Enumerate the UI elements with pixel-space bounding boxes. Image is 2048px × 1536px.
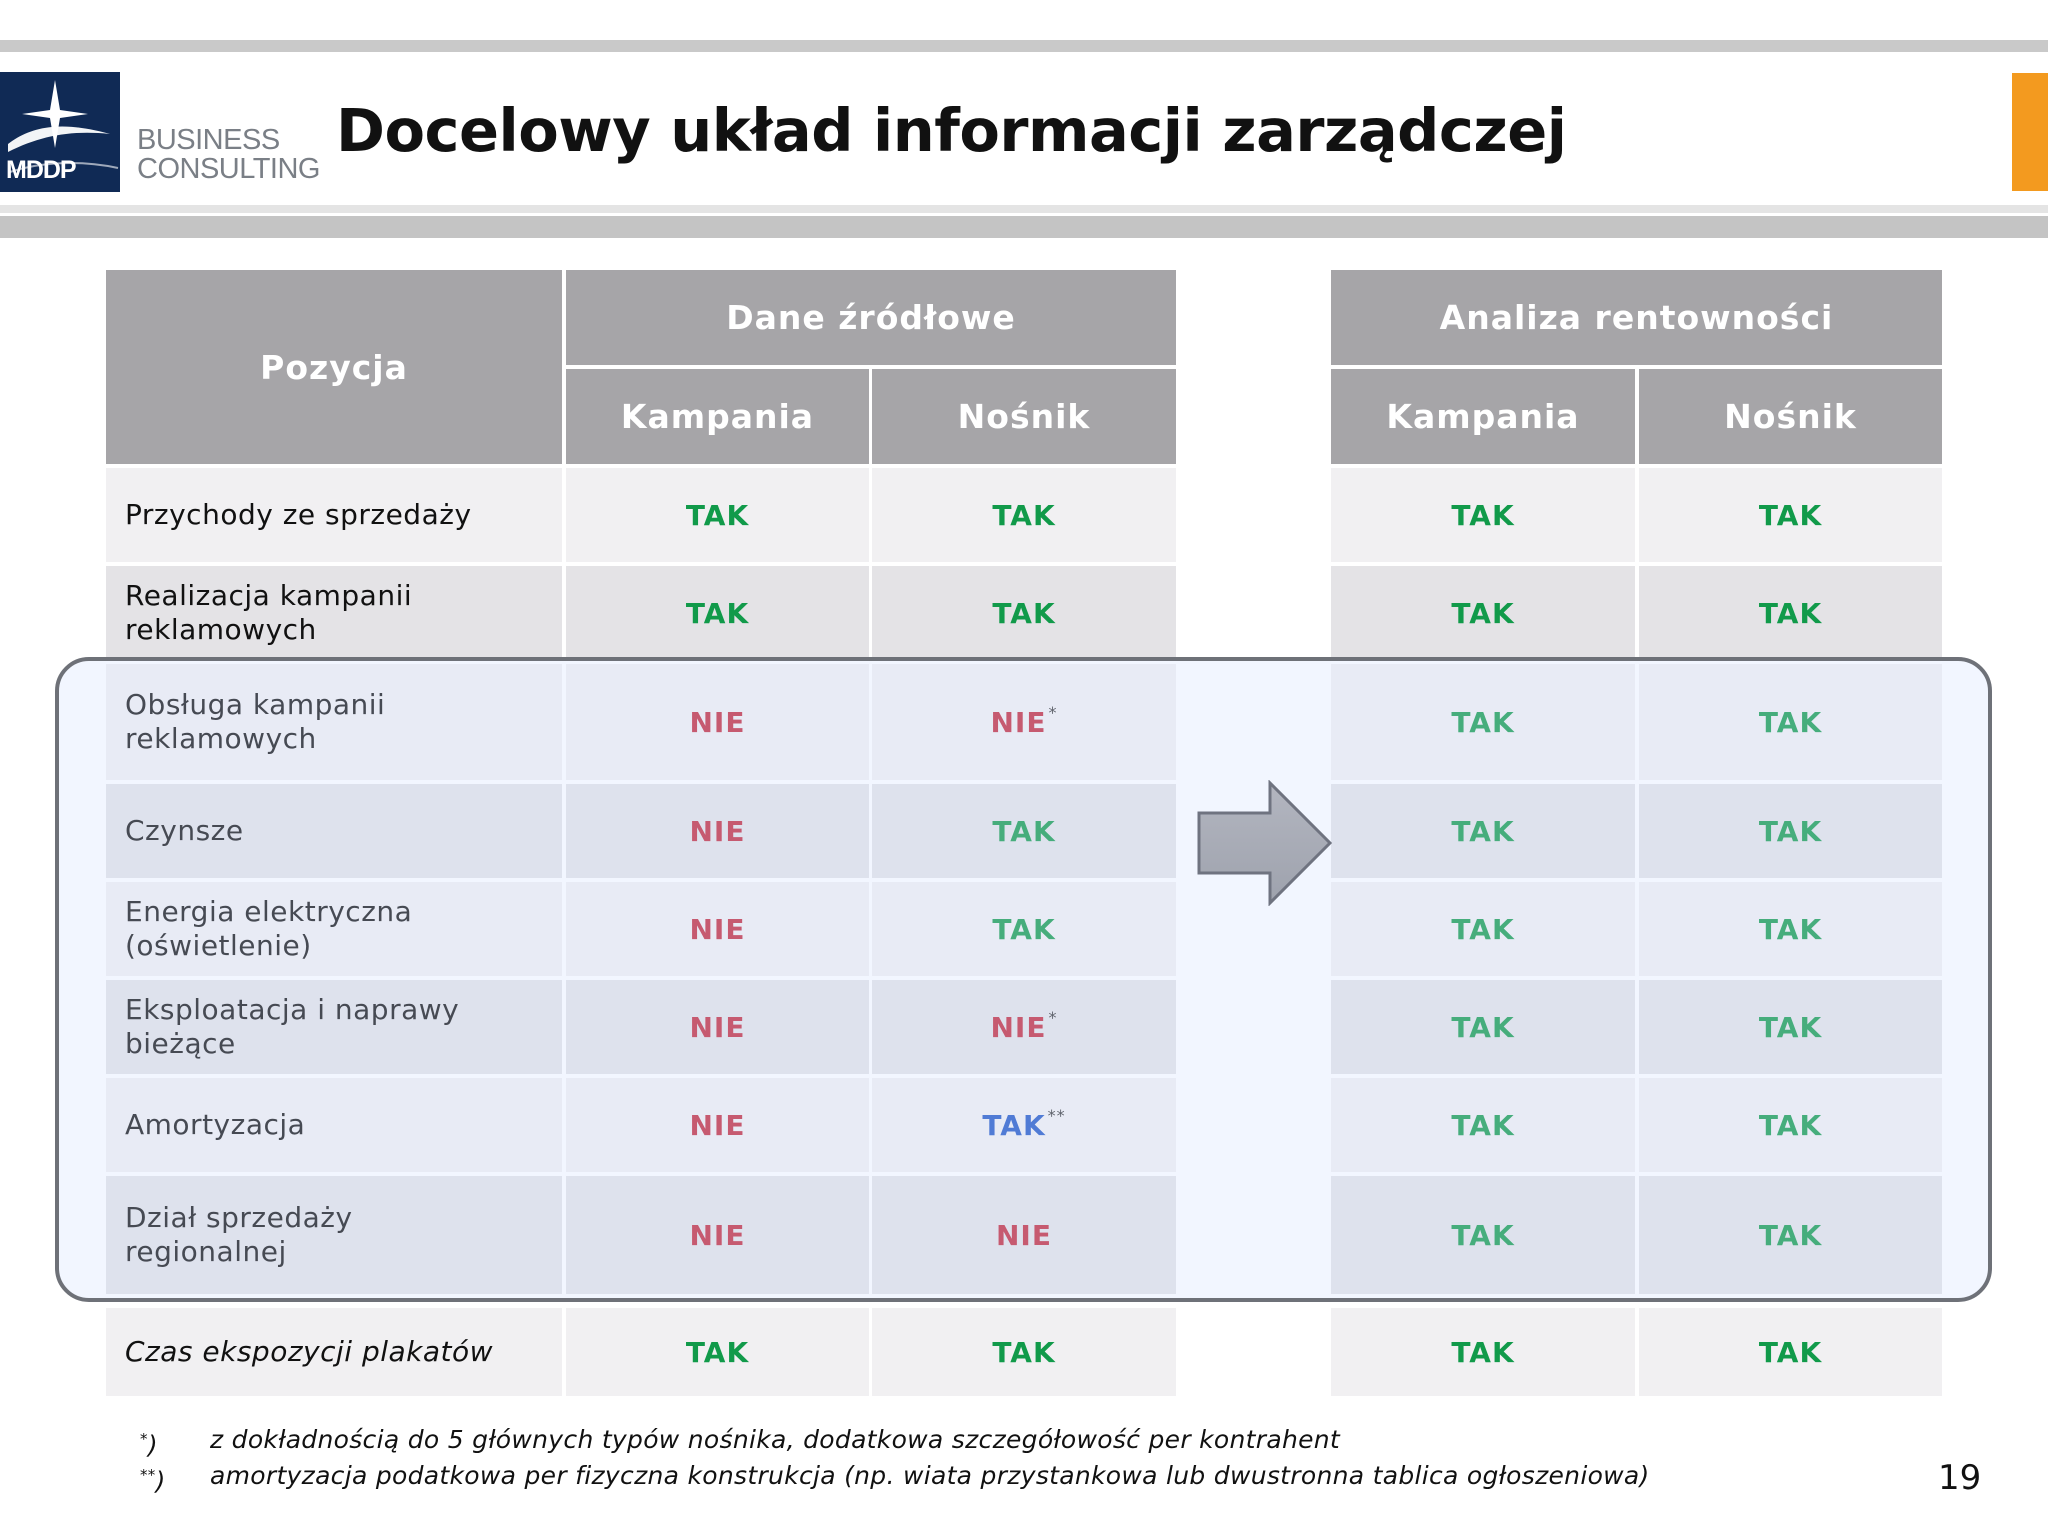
cell-value: TAK: [1758, 1108, 1823, 1142]
cell-value: TAK: [992, 596, 1056, 630]
cell-source-kampania: [566, 566, 869, 660]
right-arrow-icon: [1196, 780, 1334, 906]
row-label-text: Dział sprzedaży regionalnej: [125, 1201, 353, 1268]
row-label-text: Czas ekspozycji plakatów: [125, 1335, 494, 1368]
subheader-source-nosnik: Nośnik: [872, 369, 1176, 464]
cell-source-kampania: [566, 1308, 869, 1396]
cell-value: TAK: [1758, 912, 1823, 946]
cell-source-nosnik: [872, 566, 1176, 660]
cell-value: TAK: [1758, 1335, 1823, 1369]
cell-value: NIE: [689, 1108, 746, 1142]
header-analiza-rentownosci: Analiza rentowności: [1331, 270, 1942, 365]
cell-value: NIE: [689, 814, 746, 848]
logo-brand: MDDP: [6, 156, 76, 184]
cell-source-nosnik: [872, 1308, 1176, 1396]
row-label-text: Przychody ze sprzedaży: [125, 498, 472, 531]
logo: [0, 72, 120, 192]
cell-value: NIE: [996, 1218, 1052, 1252]
row-label: [106, 566, 562, 660]
footnote-2: [140, 1460, 1650, 1496]
row-label-text: Obsługa kampanii reklamowych: [125, 688, 386, 755]
footnote-mark: *): [140, 1430, 158, 1460]
cell-value: TAK: [1758, 596, 1823, 630]
cell-value: NIE: [689, 1010, 746, 1044]
cell-analysis-kampania: [1331, 1308, 1635, 1396]
cell-value: TAK: [1451, 596, 1515, 630]
cell-analysis-kampania: [1331, 566, 1635, 660]
cell-source-kampania: [566, 468, 869, 562]
cell-value: TAK: [1758, 1218, 1823, 1252]
logo-line-business: BUSINESS: [137, 124, 280, 156]
top-divider-bar: [0, 40, 2048, 52]
header-divider-light: [0, 205, 2048, 213]
footnote-text: z dokładnością do 5 głównych typów nośnika, dodatkowa szczegółowość per kontrahent: [210, 1425, 1341, 1454]
footnote-text: amortyzacja podatkowa per fizyczna konstrukcja (np. wiata przystankowa lub dwustronna tablica ogłoszeniowa): [210, 1461, 1650, 1491]
cell-value: TAK: [1451, 814, 1515, 848]
cell-value: NIE: [990, 705, 1047, 739]
cell-value: TAK: [992, 1335, 1056, 1369]
cell-value: NIE: [689, 1218, 746, 1252]
cell-value: TAK: [685, 1335, 750, 1369]
header-divider-dark: [0, 216, 2048, 238]
cell-value: NIE: [689, 912, 746, 946]
header-pozycja: Pozycja: [106, 270, 562, 464]
row-label-text: Czynsze: [125, 814, 244, 847]
row-label-text: Realizacja kampanii reklamowych: [125, 579, 413, 646]
orange-accent-bar: [2012, 73, 2048, 191]
page-number: 19: [1938, 1458, 1982, 1498]
cell-value: TAK: [1758, 498, 1823, 532]
cell-value: TAK: [982, 1108, 1046, 1142]
footnote-marker: **: [1047, 1105, 1066, 1125]
cell-value: NIE: [689, 705, 746, 739]
subheader-analysis-nosnik: Nośnik: [1639, 369, 1942, 464]
header-dane-zrodlowe: Dane źródłowe: [566, 270, 1176, 365]
row-label-text: Amortyzacja: [125, 1108, 306, 1141]
subheader-source-kampania: Kampania: [566, 369, 869, 464]
cell-value: NIE: [990, 1010, 1047, 1044]
cell-value: TAK: [992, 912, 1056, 946]
cell-value: TAK: [1758, 814, 1823, 848]
row-label-text: Eksploatacja i naprawy bieżące: [125, 993, 460, 1060]
highlight-frame: [55, 657, 1992, 1302]
cell-value: TAK: [1451, 498, 1515, 532]
footnotes: [140, 1424, 1650, 1497]
page-title: Docelowy układ informacji zarządczej: [336, 96, 1567, 165]
cell-value: TAK: [1451, 1335, 1515, 1369]
row-label-text: Energia elektryczna (oświetlenie): [125, 895, 413, 962]
row-label: [106, 1308, 562, 1396]
cell-analysis-nosnik: [1639, 468, 1942, 562]
logo-wordmark: [137, 126, 320, 184]
cell-analysis-nosnik: [1639, 1308, 1942, 1396]
cell-value: TAK: [1451, 705, 1515, 739]
cell-value: TAK: [1451, 1108, 1515, 1142]
cell-analysis-kampania: [1331, 468, 1635, 562]
cell-value: TAK: [1758, 1010, 1823, 1044]
row-label: [106, 468, 562, 562]
footnote-1: [140, 1424, 1650, 1460]
footnote-mark: **): [140, 1466, 166, 1496]
logo-line-consulting: CONSULTING: [137, 153, 320, 185]
cell-analysis-nosnik: [1639, 566, 1942, 660]
cell-value: TAK: [685, 596, 750, 630]
cell-value: TAK: [992, 498, 1056, 532]
cell-value: TAK: [992, 814, 1056, 848]
cell-value: TAK: [1451, 1218, 1515, 1252]
cell-value: TAK: [1451, 912, 1515, 946]
subheader-analysis-kampania: Kampania: [1331, 369, 1635, 464]
cell-source-nosnik: [872, 468, 1176, 562]
cell-value: TAK: [685, 498, 750, 532]
cell-value: TAK: [1451, 1010, 1515, 1044]
cell-value: TAK: [1758, 705, 1823, 739]
footnote-marker: *: [1048, 702, 1058, 722]
footnote-marker: *: [1048, 1007, 1058, 1027]
